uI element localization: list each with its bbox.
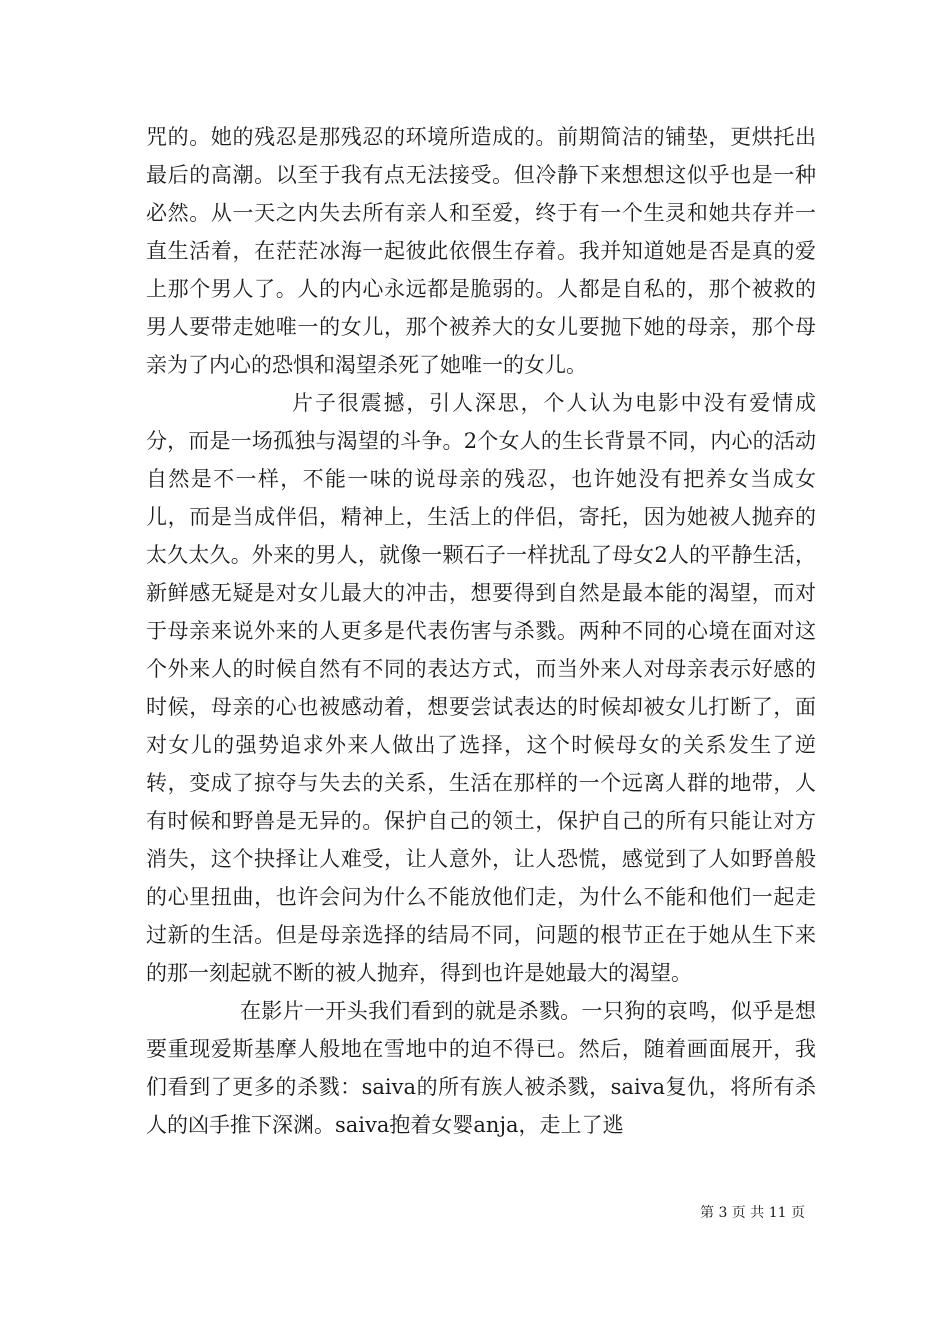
document-body <box>146 118 816 1144</box>
paragraph-1: 咒的。她的残忍是那残忍的环境所造成的。前期简洁的铺垫，更烘托出最后的高潮。以至于我有点无法接受。但冷静下来想想这似乎也是一种必然。从一天之内失去所有亲人和至爱，终于有一个生灵和她共存并一直生活着，在茫茫冰海一起彼此依偎生存着。我并知道她是否是真的爱上那个男人了。人的内心永远都是脆弱的。人都是自私的，那个被救的男人要带走她唯一的女儿，那个被养大的女儿要抛下她的母亲，那个母亲为了内心的恐惧和渴望杀死了她唯一的女儿。 <box>146 125 816 377</box>
paragraph-2: 片子很震撼，引人深思，个人认为电影中没有爱情成分，而是一场孤独与渴望的斗争。2个女人的生长背景不同，内心的活动自然是不一样，不能一味的说母亲的残忍，也许她没有把养女当成女儿，而是当成伴侣，精神上，生活上的伴侣，寄托，因为她被人抛弃的太久太久。外来的男人，就像一颗石子一样扰乱了母女2人的平静生活，新鲜感无疑是对女儿最大的冲击，想要得到自然是最本能的渴望，而对于母亲来说外来的人更多是代表伤害与杀戮。两种不同的心境在面对这个外来人的时候自然有不同的表达方式，而当外来人对母亲表示好感的时候，母亲的心也被感动着，想要尝试表达的时候却被女儿打断了，面对女儿的强势追求外来人做出了选择，这个时候母女的关系发生了逆转，变成了掠夺与失去的关系，生活在那样的一个远离人群的地带，人有时候和野兽是无异的。保护自己的领土，保护自己的所有只能让对方消失，这个抉择让人难受，让人意外，让人恐慌，感觉到了人如野兽般的心里扭曲，也许会问为什么不能放他们走，为什么不能和他们一起走过新的生活。但是母亲选择的结局不同，问题的根节正在于她从生下来的那一刻起就不断的被人抛弃，得到也许是她最大的渴望。 <box>146 391 816 985</box>
paragraph-3: 在影片一开头我们看到的就是杀戮。一只狗的哀鸣，似乎是想要重现爱斯基摩人般地在雪地中的迫不得已。然后，随着画面展开，我们看到了更多的杀戮：saiva的所有族人被杀戮，saiva复仇，将所有杀人的凶手推下深渊。saiva抱着女婴anja，走上了逃 <box>146 999 816 1137</box>
page-footer: 第 3 页 共 11 页 <box>700 1205 805 1221</box>
